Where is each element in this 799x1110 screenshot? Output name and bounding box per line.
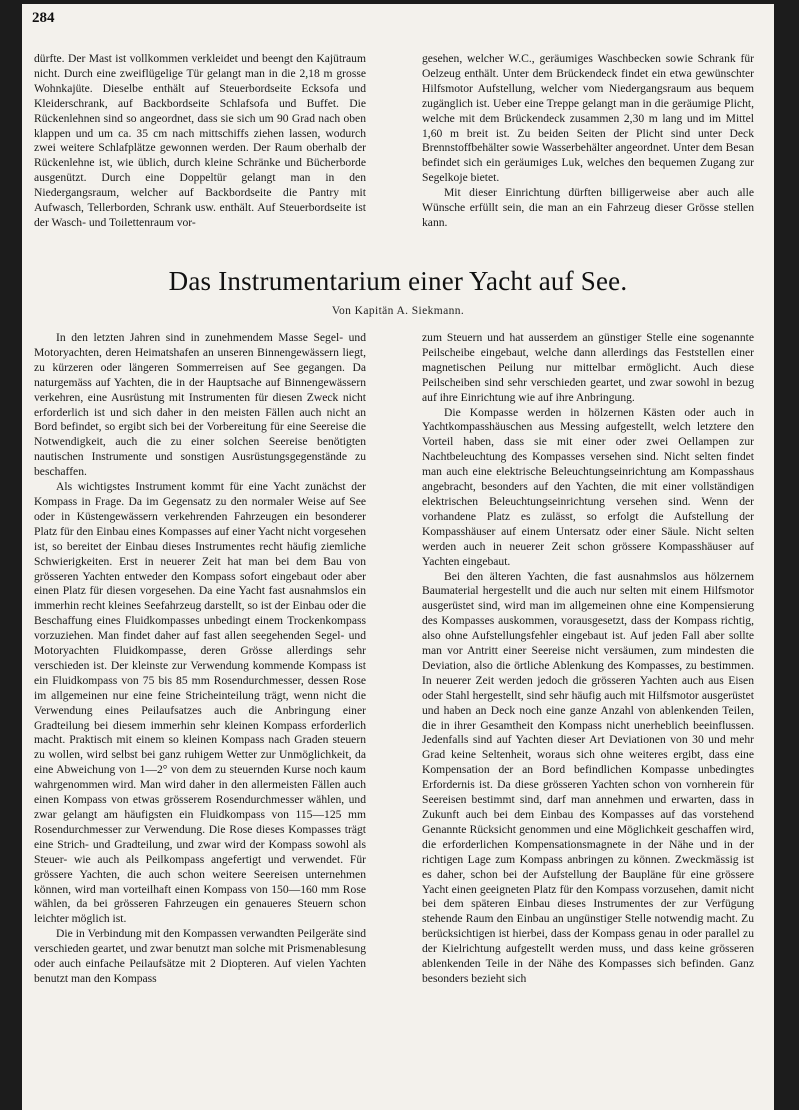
paragraph: Mit dieser Einrichtung dürften billigerweise aber auch alle Wünsche erfüllt sein, die man an ein Fahrzeug dieser Grösse stellen kann. <box>422 186 754 229</box>
continued-text-right-column <box>422 52 754 231</box>
paragraph: dürfte. Der Mast ist vollkommen verkleidet und beengt den Kajütraum nicht. Durch eine zweiflügelige Tür gelangt man in die 2,18 m grosse Wohnkajüte. Dieselbe enthält auf Steuerbordseite Ecksofa und Kleiderschrank, auf Backbordseite Schlafsofa und Buffet. Die Rückenlehnen sind so angeordnet, dass sie sich um 90 Grad nach oben klappen und um ca. 35 cm nach mittschiffs ziehen lassen, wodurch zwei weitere Schlafplätze gewonnen werden. Der Raum oberhalb der Rückenlehne ist, wie üblich, durch kleine Schränke und Bücherborde ausgenützt. Durch eine Doppeltür gelangt man in den Niedergangsraum, welcher auf Backbordseite die Pantry mit Aufwasch, Tellerborden, Schrank usw. enthält. Auf Steuerbordseite ist der Wasch- und Toilettenraum vor- <box>34 52 366 229</box>
paragraph: Die Kompasse werden in hölzernen Kästen oder auch in Yachtkompasshäuschen aus Messing aufgestellt, welch letztere den Vorteil haben, dass sie mit einer oder zwei Oellampen zur Nachtbeleuchtung des Kompasses versehen sind. Nicht selten findet man auch eine elektrische Beleuchtungseinrichtung am Kompasshaus angebracht, besonders auf den Yachten, die mit einer vollständigen elektrischen Beleuchtungseinrichtung versehen sind. Wenn der vorhandene Platz es zulässt, so erfolgt die Aufstellung der Kompasshäuser auf einem Untersatz oder einer Säule. Nicht selten werden auch in neuerer Zeit schon grössere Kompasshäuser auf Yachten eingebaut. <box>422 405 754 568</box>
paragraph: Als wichtigstes Instrument kommt für eine Yacht zunächst der Kompass in Frage. Da im Gegensatz zu den normaler Weise auf See oder in Küstengewässern verkehrenden Fahrzeugen ein besonderer Platz für den Einbau eines Kompasses auf einer Yacht nicht vorgesehen ist, so bereitet der Einbau dieses Instrumentes recht häufig ziemliche Schwierigkeiten. Erst in neuerer Zeit hat man bei dem Bau von grösseren Yachten entweder den Kompass sofort eingebaut oder aber einen Platz für diesen vorgesehen. Da eine Yacht fast ausnahmslos ein immerhin recht kleines Seefahrzeug darstellt, so ist der Einbau oder die Beschaffung eines Fluidkompasses unbedingt einem Trockenkompass vorzuziehen. Man findet daher auf fast allen seegehenden Segel- und Motoryachten Fluidkompasse, deren Grösse allerdings sehr verschieden ist. Der kleinste zur Verwendung kommende Kompass ist ein Fluidkompass von 75 bis 85 mm Rosendurchmesser, dessen Rose im allgemeinen nur eine feine Stricheinteilung trägt, wenn nicht die Verwendung eines Peilaufsatzes auch die Anbringung einer Gradteilung bei diesem immerhin sehr kleinen Kompass erforderlich macht. Praktisch mit einem so kleinen Kompass nach Graden steuern zu wollen, wird selbst bei ganz ruhigem Wetter zur Unmöglichkeit, da eine Abweichung von 1—2° von dem zu steuernden Kurse noch kaum wahrgenommen wird. Man wird daher in den allermeisten Fällen auch einen Kompass von etwas grösserem Rosendurchmesser wählen, und zwar gelangt am häufigsten ein Fluidkompass von 115—125 mm Rosendurchmesser zur Verwendung. Die Rose dieses Kompasses trägt eine Strich- und Gradteilung, und zwar wird der Kompass sowohl als Steuer- wie auch als Peilkompass angefertigt und verwendet. Für grössere Yachten, die auch schon weitere Seereisen unternehmen können, wird man vorteilhaft einen Kompass von 150—160 mm Rose wählen, da bei grösseren Fahrzeugen ein genaueres Steuern schon leichter möglich ist. <box>34 480 366 926</box>
article-byline: Von Kapitän A. Siekmann. <box>331 305 465 317</box>
magazine-page <box>22 4 774 1110</box>
paragraph: Bei den älteren Yachten, die fast ausnahmslos aus hölzernem Baumaterial hergestellt und die auch nur selten mit einem Hilfsmotor ausgerüstet sind, wird man im allgemeinen ohne eine Kompensierung des Kompasses auskommen, vorausgesetzt, dass der Kompass richtig, also ohne Aufstellungsfehler eingebaut ist. Auf jeden Fall aber sollte man vor Antritt einer Seereise nicht versäumen, zum mindesten die Deviation, also die örtliche Ablenkung des Kompasses, zu bestimmen. In neuerer Zeit werden jedoch die grösseren Yachten auch aus Eisen oder Stahl hergestellt, sind sehr häufig auch mit Hilfsmotor ausgerüstet und haben an Deck noch eine ganze Anzahl von ablenkenden Teilen, die in ihrer Gesamtheit den Kompass nicht unerheblich beeinflussen. Jedenfalls sind auf Yachten dieser Art Deviationen von 30 und mehr Grad keine Seltenheit, woraus sich ohne weiteres ergibt, dass eine Kompensation der an Bord befindlichen Kompasse unbedingtes Erfordernis ist. Da diese grösseren Yachten schon von vornherein für Seereisen bestimmt sind, darf man annehmen und erwarten, dass in Zukunft auch bei dem Einbau des Kompasses auf das vorstehend Genannte Rücksicht genommen und eine Möglichkeit geschaffen wird, die erforderlichen Kompensationsmagnete in der Nähe und in der richtigen Lage zum Kompass anbringen zu können. Zweckmässig ist es daher, schon bei der Aufstellung der Baupläne für eine grössere Yacht einen geeigneten Platz für den Kompass vorzusehen, damit nicht bei dem späteren Einbau dieses Instrumentes der zur Verfügung stehende Raum den Einbau an ungünstiger Stelle notwendig macht. Zu berücksichtigen ist hierbei, dass der Kompass genau in oder parallel zu der Kielrichtung aufgestellt werden muss, und dass keine grösseren ablenkenden Teile in der Nähe des Kompasses sich befinden. Ganz besonders bezieht sich <box>422 569 754 985</box>
paragraph: gesehen, welcher W.C., geräumiges Waschbecken sowie Schrank für Oelzeug enthält. Unter dem Brückendeck findet ein etwa gewünschter Hilfsmotor Aufstellung, welcher vom Niedergangsraum aus bequem zugänglich ist. Ueber eine Treppe gelangt man in die geräumige Plicht, welche mit dem Brückendeck zusammen 2,30 m lang und im Mittel 1,60 m breit ist. Zu beiden Seiten der Plicht sind unter Deck Brennstoffbehälter sowie Wasserbehälter angeordnet. Unter dem Besan befindet sich ein geräumiges Luk, welches den bequemen Zugang zur Segelkoje bietet. <box>422 52 754 185</box>
paragraph: Die in Verbindung mit den Kompassen verwandten Peilgeräte sind verschieden geartet, und zwar benutzt man solche mit Prismenablesung oder auch einfache Peilaufsätze mit 2 Diopteren. Auf vielen Yachten benutzt man den Kompass <box>34 927 366 985</box>
continued-text-left-column <box>34 52 366 231</box>
paragraph: zum Steuern und hat ausserdem an günstiger Stelle eine sogenannte Peilscheibe eingebaut, welche dann allerdings das Feststellen einer magnetischen Peilung nur mittelbar ermöglicht. Auch diese Peilscheiben sind sehr verschieden geartet, und zwar sowohl in bezug auf ihre Einrichtung wie auf ihre Anbringung. <box>422 331 754 404</box>
article-right-column <box>422 331 754 987</box>
article-title: Das Instrumentarium einer Yacht auf See. <box>168 266 628 296</box>
page-number: 284 <box>32 10 55 26</box>
article-left-column <box>34 331 366 987</box>
paragraph: In den letzten Jahren sind in zunehmendem Masse Segel- und Motoryachten, deren Heimatshafen an unseren Binnengewässern liegt, zu kürzeren oder längeren Sommerreisen auf See gegangen. Da naturgemäss auf Yachten, die in der Hauptsache auf Binnengewässern verkehren, eine Ausrüstung mit Instrumenten für diesen Zweck nicht erforderlich ist und sich daher in den meisten Fällen auch nicht an Bord befindet, so ergibt sich bei der Vorbereitung für eine Seereise die Notwendigkeit, auch die zu einer solchen Seereise benötigten nautischen Instrumente und sonstigen Ausrüstungsgegenstände zu beschaffen. <box>34 331 366 479</box>
